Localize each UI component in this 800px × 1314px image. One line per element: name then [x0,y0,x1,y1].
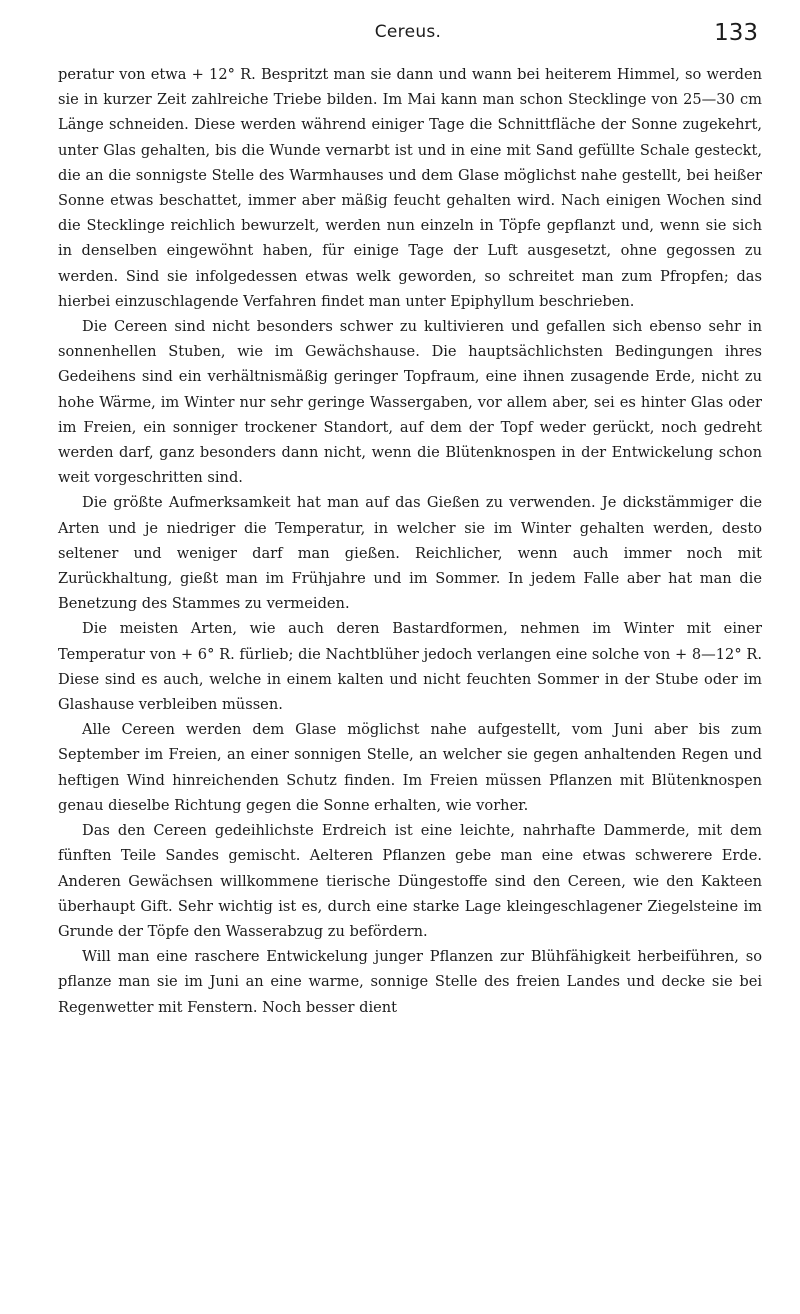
body-text [58,62,762,1020]
paragraph-watering: Die größte Aufmerksamkeit hat man auf das Gießen zu verwenden. Je dickstämmiger die Arten und je niedriger die Temperatur, in welcher sie im Winter gehalten werden, desto seltener und weniger darf man gießen. Reichlicher, wenn auch immer noch mit Zurückhaltung, gießt man im Frühjahre und im Sommer. In jedem Falle aber hat man die Benetzung des Stammes zu vermeiden. [58,494,762,613]
paragraph-soil: Das den Cereen gedeihlichste Erdreich ist eine leichte, nahrhafte Dammerde, mit dem fünften Teile Sandes gemischt. Aelteren Pflanzen gebe man eine etwas schwerere Erde. Anderen Gewächsen willkommene tierische Düngestoffe sind den Cereen, wie den Kakteen überhaupt Gift. Sehr wichtig ist es, durch eine starke Lage kleingeschlagener Ziegelsteine im Grunde der Töpfe den Wasserabzug zu befördern. [58,822,762,940]
page-number: 133 [714,20,758,46]
paragraph-flowering: Will man eine raschere Entwickelung junger Pflanzen zur Blühfähigkeit herbeiführen, so pflanze man sie im Juni an eine warme, sonnige Stelle des freien Landes und decke sie bei Regenwetter mit Fenstern. Noch besser dient [58,948,762,1016]
paragraph-cultivation: Die Cereen sind nicht besonders schwer zu kultivieren und gefallen sich ebenso sehr in sonnenhellen Stuben, wie im Gewächshause. Die hauptsächlichsten Bedingungen ihres Gedeihens sind ein verhältnismäßig geringer Topfraum, eine ihnen zusagende Erde, nicht zu hohe Wärme, im Winter nur sehr geringe Wassergaben, vor allem aber, sei es hinter Glas oder im Freien, ein sonniger trockener Standort, auf dem der Topf weder gerückt, noch gedreht werden darf, ganz besonders dann nicht, wenn die Blütenknospen in der Entwickelung schon weit vorgeschritten sind. [58,318,762,487]
page-header [58,20,758,54]
paragraph-placement: Alle Cereen werden dem Glase möglichst nahe aufgestellt, vom Juni aber bis zum September im Freien, an einer sonnigen Stelle, an welcher sie gegen anhaltenden Regen und heftigen Wind hinreichenden Schutz finden. Im Freien müssen Pflanzen mit Blütenknospen genau dieselbe Richtung gegen die Sonne erhalten, wie vorher. [58,721,762,814]
paragraph-cuttings: peratur von etwa + 12° R. Bespritzt man sie dann und wann bei heiterem Himmel, so werden sie in kurzer Zeit zahlreiche Triebe bilden. Im Mai kann man schon Stecklinge von 25—30 cm Länge schneiden. Diese werden während einiger Tage die Schnittfläche der Sonne zugekehrt, unter Glas gehalten, bis die Wunde vernarbt ist und in eine mit Sand gefüllte Schale gesteckt, die an die sonnigste Stelle des Warmhauses und dem Glase möglichst nahe gestellt, bei heißer Sonne etwas beschattet, immer aber mäßig feucht gehalten wird. Nach einigen Wochen sind die Stecklinge reichlich bewurzelt, werden nun einzeln in Töpfe gepflanzt und, wenn sie sich in denselben eingewöhnt haben, für einige Tage der Luft ausgesetzt, ohne gegossen zu werden. Sind sie infolgedessen etwas welk geworden, so schreitet man zum Pfropfen; das hierbei einzuschlagende Verfahren findet man unter Epiphyllum beschrieben. [58,66,762,310]
paragraph-temperature: Die meisten Arten, wie auch deren Bastardformen, nehmen im Winter mit einer Temperatur von + 6° R. fürlieb; die Nachtblüher jedoch verlangen eine solche von + 8—12° R. Diese sind es auch, welche in einem kalten und nicht feuchten Sommer in der Stube oder im Glashause verbleiben müssen. [58,620,762,714]
running-title: Cereus. [374,22,442,42]
